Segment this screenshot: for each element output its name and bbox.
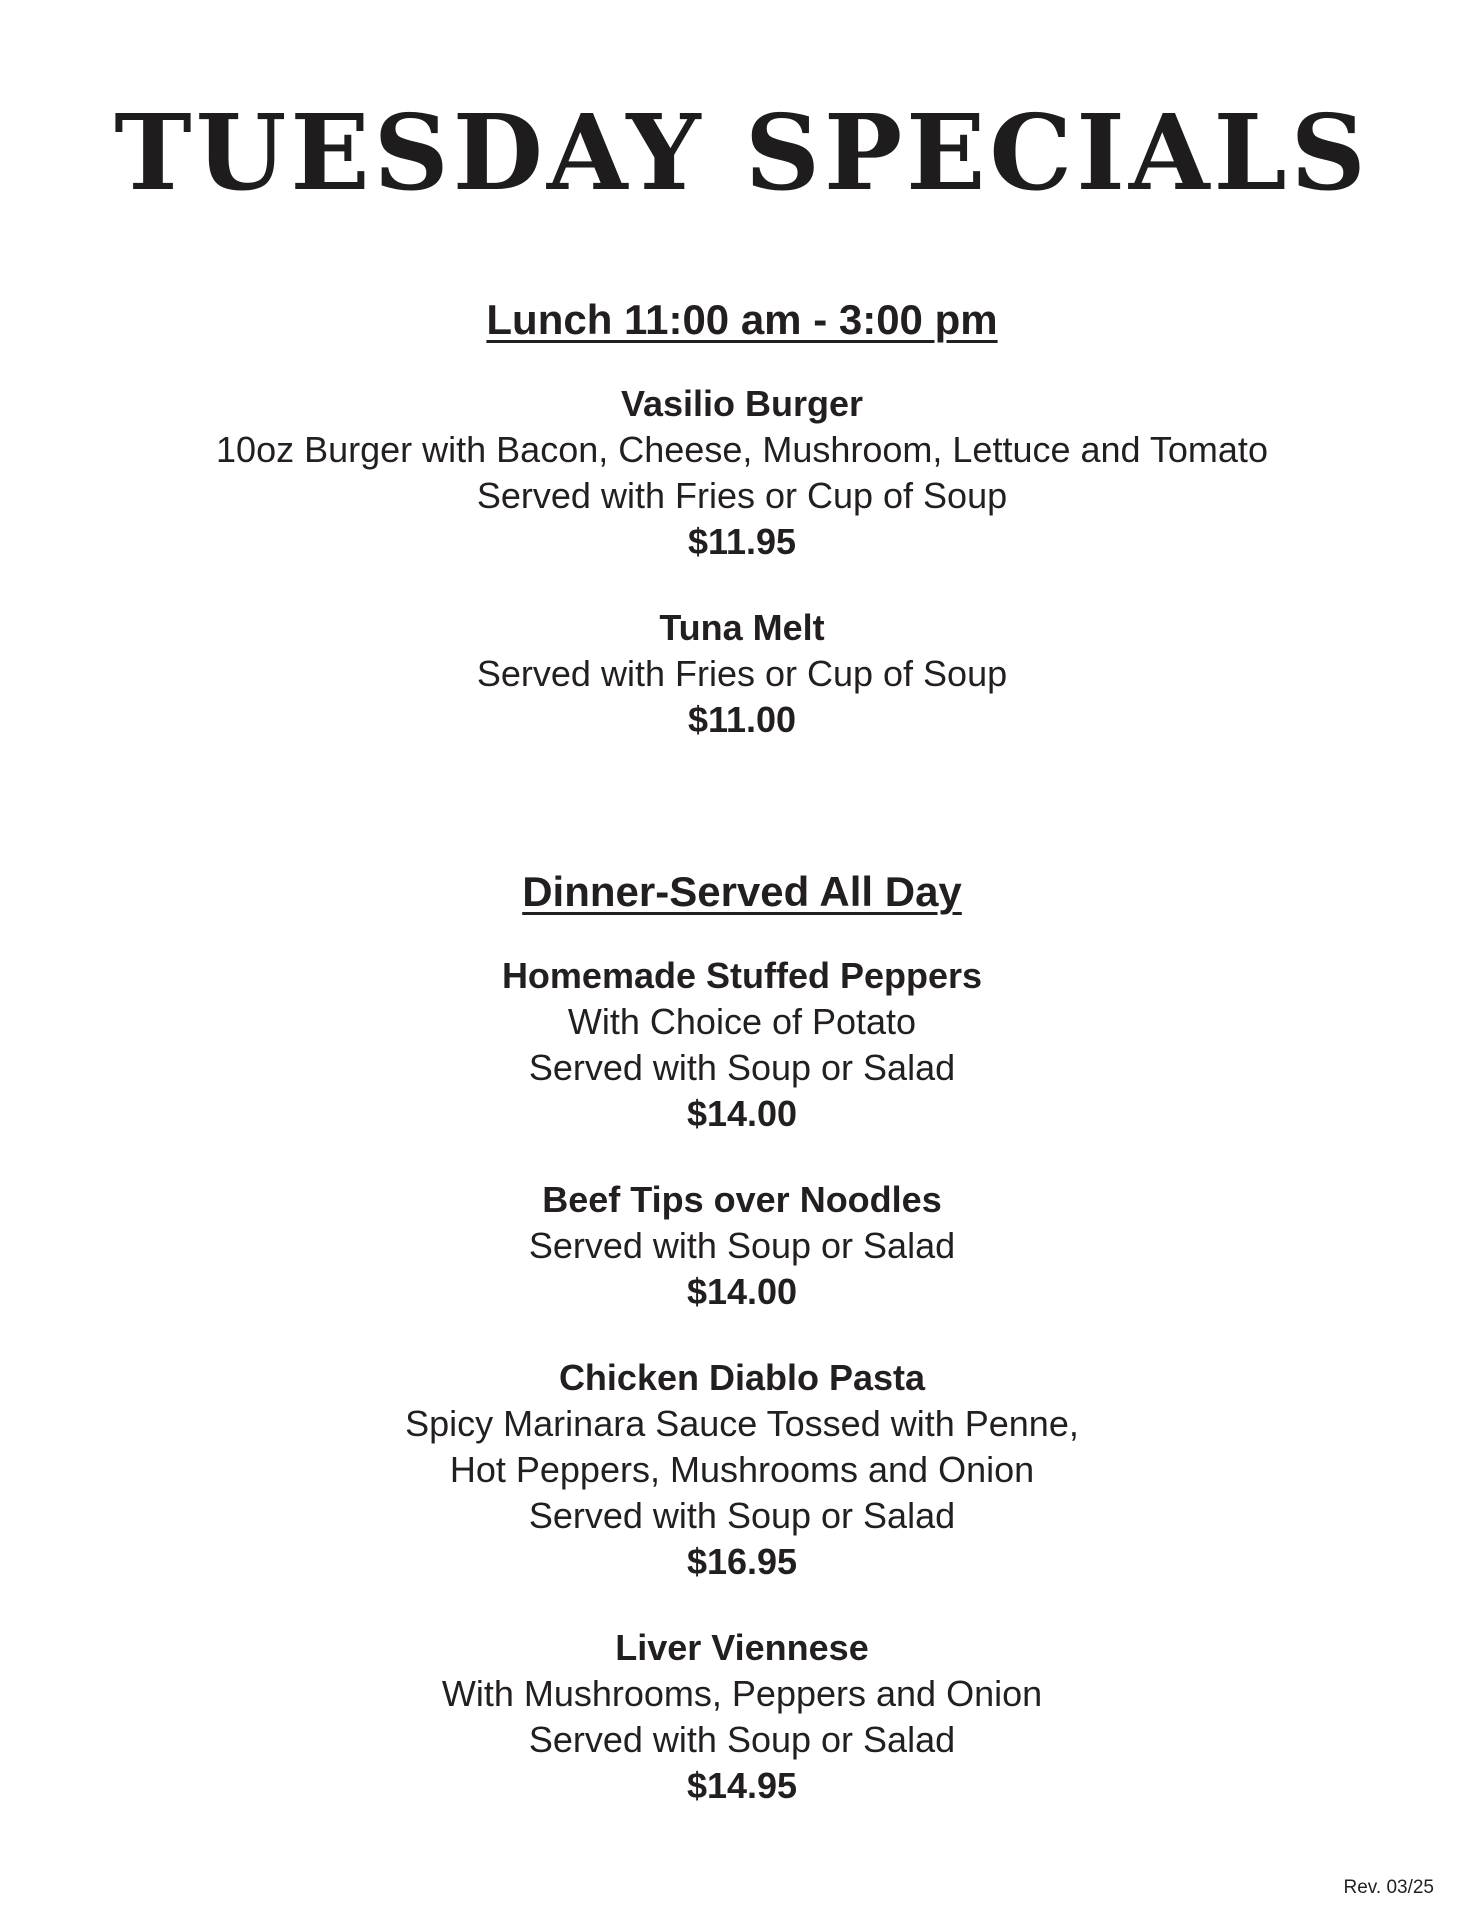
menu-item-tuna-melt	[0, 605, 1484, 743]
item-side: Served with Soup or Salad	[528, 1225, 956, 1266]
item-side: Served with Fries or Cup of Soup	[476, 475, 1008, 516]
lunch-section	[0, 294, 1484, 783]
item-side: Served with Soup or Salad	[528, 1719, 956, 1760]
item-side: Served with Soup or Salad	[528, 1047, 956, 1088]
item-name: Tuna Melt	[659, 607, 825, 648]
revision-note: Rev. 03/25	[1343, 1877, 1434, 1898]
item-price: $11.00	[687, 699, 797, 740]
menu-item-stuffed-peppers	[0, 953, 1484, 1137]
item-price: $14.95	[686, 1765, 798, 1806]
item-name: Chicken Diablo Pasta	[558, 1357, 926, 1398]
item-description: With Mushrooms, Peppers and Onion	[441, 1673, 1043, 1714]
menu-item-liver-viennese	[0, 1625, 1484, 1809]
item-description: Spicy Marinara Sauce Tossed with Penne,	[405, 1403, 1079, 1444]
item-name: Beef Tips over Noodles	[542, 1179, 942, 1220]
item-name: Homemade Stuffed Peppers	[501, 955, 983, 996]
item-side: Served with Fries or Cup of Soup	[476, 653, 1008, 694]
menu-item-vasilio-burger	[0, 381, 1484, 565]
item-description: Hot Peppers, Mushrooms and Onion	[449, 1449, 1035, 1490]
page-title: TUESDAY SPECIALS	[114, 91, 1370, 214]
dinner-section	[0, 866, 1484, 1849]
item-name: Liver Viennese	[615, 1627, 869, 1668]
item-side: Served with Soup or Salad	[528, 1495, 956, 1536]
item-description: With Choice of Potato	[567, 1001, 917, 1042]
item-price: $14.00	[686, 1271, 798, 1312]
item-name: Vasilio Burger	[620, 383, 864, 424]
menu-item-beef-tips	[0, 1177, 1484, 1315]
item-price: $11.95	[687, 521, 797, 562]
lunch-heading: Lunch 11:00 am - 3:00 pm	[486, 296, 998, 343]
item-price: $14.00	[686, 1093, 798, 1134]
item-price: $16.95	[686, 1541, 798, 1582]
item-description: 10oz Burger with Bacon, Cheese, Mushroom, Lettuce and Tomato	[216, 429, 1268, 470]
menu-item-chicken-diablo-pasta	[0, 1355, 1484, 1585]
dinner-heading: Dinner-Served All Day	[522, 868, 962, 915]
